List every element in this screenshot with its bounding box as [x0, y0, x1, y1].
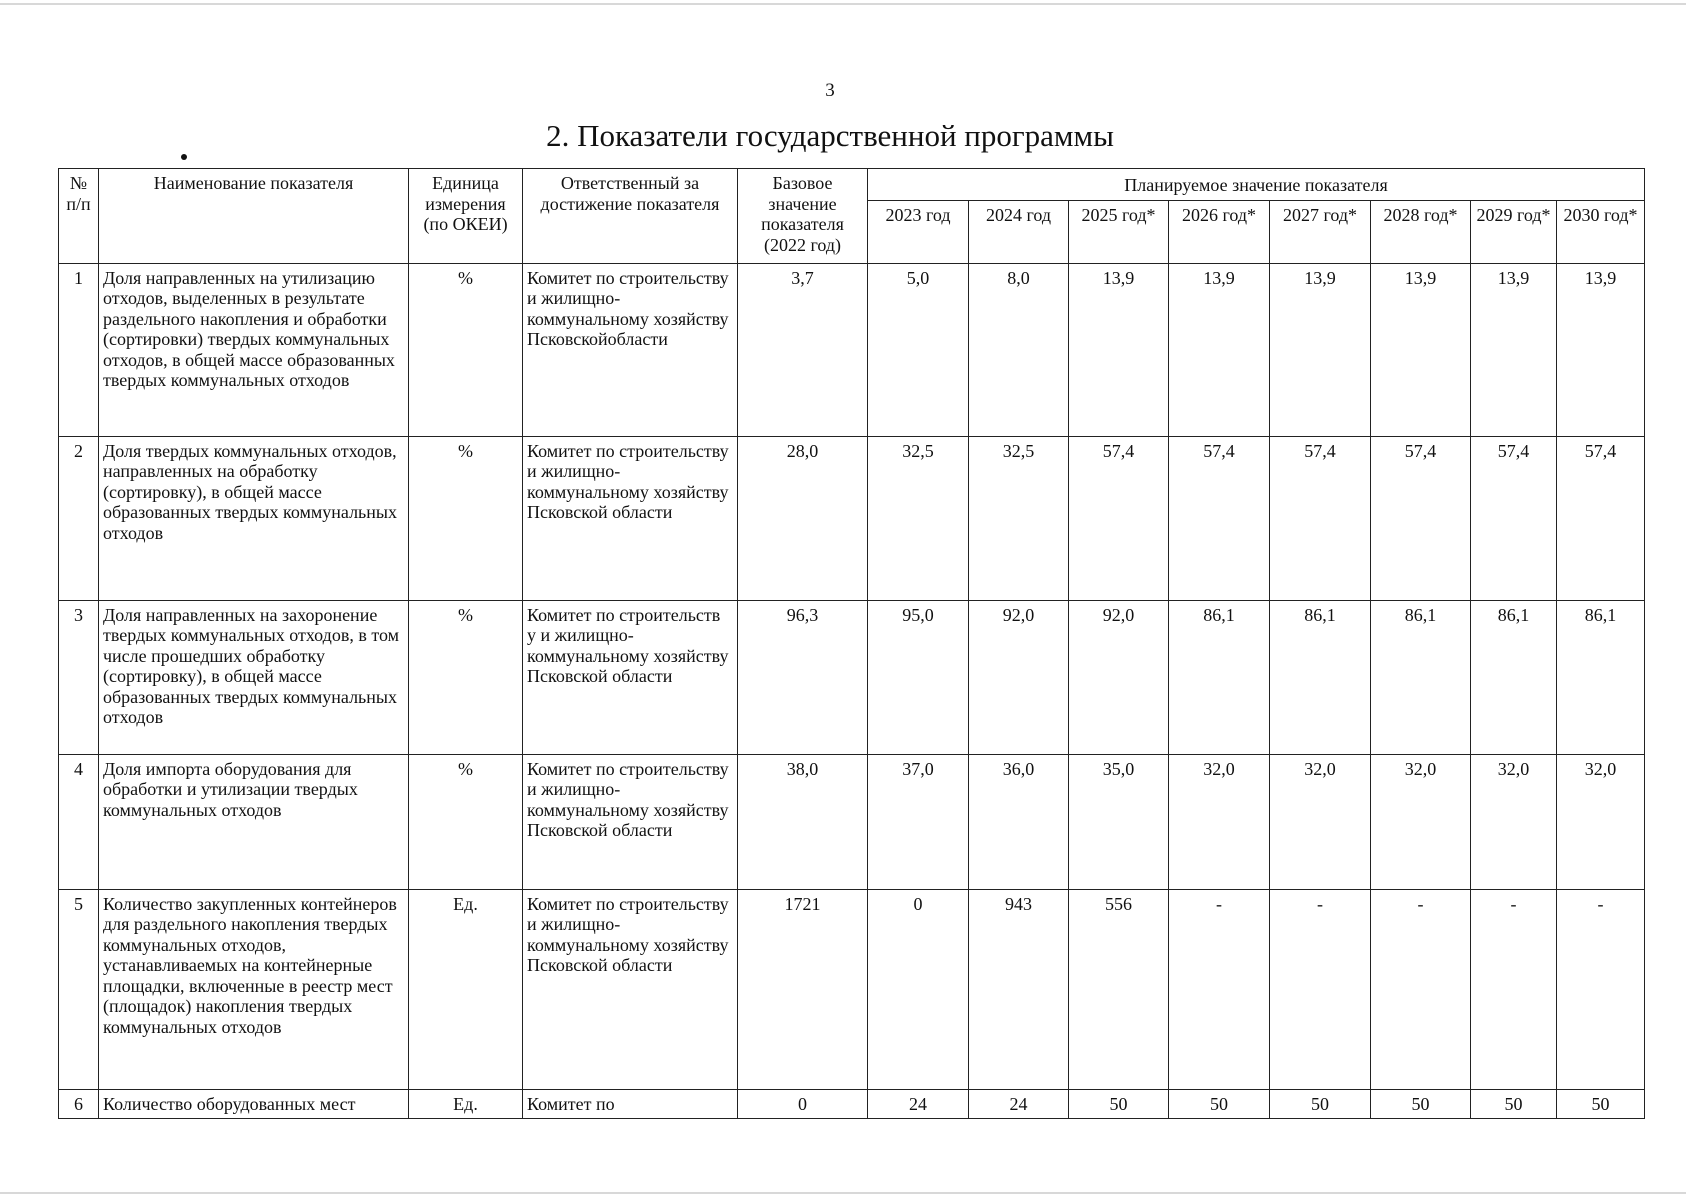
row-value: 50 — [1069, 1089, 1169, 1119]
row-value: - — [1169, 889, 1270, 1089]
header-name: Наименование показателя — [99, 169, 409, 264]
row-name: Количество закупленных контейнеров для раздельного накопления твердых коммунальных отходов, устанавливаемых на контейнерные площадки, включенные в реестр мест (площадок) накопления твердых коммунальных отходов — [99, 889, 409, 1089]
row-value: 50 — [1471, 1089, 1557, 1119]
row-value: - — [1371, 889, 1471, 1089]
row-name: Доля направленных на утилизацию отходов, выделенных в результате раздельного накопления и обработки (сортировки) твердых коммунальных отходов, в общей массе образованных твердых коммунальных отходов — [99, 263, 409, 436]
row-value: 57,4 — [1557, 436, 1645, 600]
row-name: Доля направленных на захоронение твердых коммунальных отходов, в том числе прошедших обработку (сортировку), в общей массе образованных твердых коммунальных отходов — [99, 600, 409, 754]
row-value: 13,9 — [1169, 263, 1270, 436]
page-number: 3 — [825, 80, 835, 101]
row-value: 32,5 — [868, 436, 969, 600]
row-value: 32,0 — [1471, 754, 1557, 889]
row-responsible: Комитет по — [523, 1089, 738, 1119]
stray-dot — [181, 154, 187, 160]
row-responsible: Комитет по строительству и жилищно-коммунальному хозяйству Псковскойобласти — [523, 263, 738, 436]
row-value: - — [1471, 889, 1557, 1089]
row-name: Количество оборудованных мест — [99, 1089, 409, 1119]
header-year: 2026 год* — [1169, 200, 1270, 263]
row-responsible: Комитет по строительств у и жилищно-коммунальному хозяйству Псковской области — [523, 600, 738, 754]
table-row — [59, 263, 1645, 436]
table-row — [59, 754, 1645, 889]
header-base: Базовое значение показателя (2022 год) — [738, 169, 868, 264]
row-value: 13,9 — [1471, 263, 1557, 436]
row-value: 32,0 — [1270, 754, 1371, 889]
row-value: 37,0 — [868, 754, 969, 889]
row-value: 50 — [1169, 1089, 1270, 1119]
table-row — [59, 889, 1645, 1089]
row-num: 3 — [59, 600, 99, 754]
row-unit: Ед. — [409, 1089, 523, 1119]
row-unit: % — [409, 263, 523, 436]
row-base: 28,0 — [738, 436, 868, 600]
row-value: 36,0 — [969, 754, 1069, 889]
row-num: 5 — [59, 889, 99, 1089]
row-value: 32,5 — [969, 436, 1069, 600]
header-year: 2028 год* — [1371, 200, 1471, 263]
row-responsible: Комитет по строительству и жилищно-коммунальному хозяйству Псковской области — [523, 754, 738, 889]
row-num: 6 — [59, 1089, 99, 1119]
row-value: 32,0 — [1371, 754, 1471, 889]
row-value: 86,1 — [1471, 600, 1557, 754]
row-value: 32,0 — [1169, 754, 1270, 889]
row-unit: % — [409, 600, 523, 754]
row-unit: Ед. — [409, 889, 523, 1089]
row-value: 24 — [969, 1089, 1069, 1119]
header-year: 2023 год — [868, 200, 969, 263]
row-name: Доля импорта оборудования для обработки и утилизации твердых коммунальных отходов — [99, 754, 409, 889]
header-planned: Планируемое значение показателя — [868, 169, 1645, 201]
row-base: 0 — [738, 1089, 868, 1119]
row-value: 24 — [868, 1089, 969, 1119]
table-row — [59, 600, 1645, 754]
row-value: 57,4 — [1169, 436, 1270, 600]
table-row — [59, 436, 1645, 600]
row-value: 92,0 — [969, 600, 1069, 754]
row-value: 13,9 — [1557, 263, 1645, 436]
row-base: 96,3 — [738, 600, 868, 754]
row-value: 13,9 — [1371, 263, 1471, 436]
row-value: 556 — [1069, 889, 1169, 1089]
header-responsible: Ответственный за достижение показателя — [523, 169, 738, 264]
row-value: 13,9 — [1069, 263, 1169, 436]
row-value: - — [1270, 889, 1371, 1089]
row-unit: % — [409, 754, 523, 889]
row-value: 57,4 — [1471, 436, 1557, 600]
row-value: 5,0 — [868, 263, 969, 436]
row-num: 2 — [59, 436, 99, 600]
row-value: 50 — [1371, 1089, 1471, 1119]
header-year: 2024 год — [969, 200, 1069, 263]
row-base: 38,0 — [738, 754, 868, 889]
row-base: 3,7 — [738, 263, 868, 436]
row-value: 50 — [1270, 1089, 1371, 1119]
row-num: 4 — [59, 754, 99, 889]
row-value: 86,1 — [1169, 600, 1270, 754]
row-value: 86,1 — [1371, 600, 1471, 754]
header-unit: Единица измерения (по ОКЕИ) — [409, 169, 523, 264]
header-year: 2027 год* — [1270, 200, 1371, 263]
scan-top-edge — [0, 3, 1686, 5]
row-value: 32,0 — [1557, 754, 1645, 889]
row-value: 86,1 — [1557, 600, 1645, 754]
indicators-table — [58, 168, 1645, 1119]
row-value: - — [1557, 889, 1645, 1089]
row-value: 57,4 — [1069, 436, 1169, 600]
row-value: 943 — [969, 889, 1069, 1089]
row-value: 95,0 — [868, 600, 969, 754]
row-value: 35,0 — [1069, 754, 1169, 889]
table-row — [59, 1089, 1645, 1119]
row-value: 57,4 — [1270, 436, 1371, 600]
row-value: 13,9 — [1270, 263, 1371, 436]
row-base: 1721 — [738, 889, 868, 1089]
row-value: 57,4 — [1371, 436, 1471, 600]
row-value: 0 — [868, 889, 969, 1089]
row-value: 50 — [1557, 1089, 1645, 1119]
row-responsible: Комитет по строительству и жилищно-коммунальному хозяйству Псковской области — [523, 889, 738, 1089]
page-title: 2. Показатели государственной программы — [546, 118, 1114, 153]
header-year: 2030 год* — [1557, 200, 1645, 263]
row-value: 8,0 — [969, 263, 1069, 436]
row-responsible: Комитет по строительству и жилищно-коммунальному хозяйству Псковской области — [523, 436, 738, 600]
header-year: 2025 год* — [1069, 200, 1169, 263]
row-unit: % — [409, 436, 523, 600]
row-name: Доля твердых коммунальных отходов, направленных на обработку (сортировку), в общей массе образованных твердых коммунальных отходов — [99, 436, 409, 600]
header-num: № п/п — [59, 169, 99, 264]
row-value: 86,1 — [1270, 600, 1371, 754]
row-num: 1 — [59, 263, 99, 436]
scan-bottom-edge — [0, 1192, 1686, 1194]
header-year: 2029 год* — [1471, 200, 1557, 263]
row-value: 92,0 — [1069, 600, 1169, 754]
